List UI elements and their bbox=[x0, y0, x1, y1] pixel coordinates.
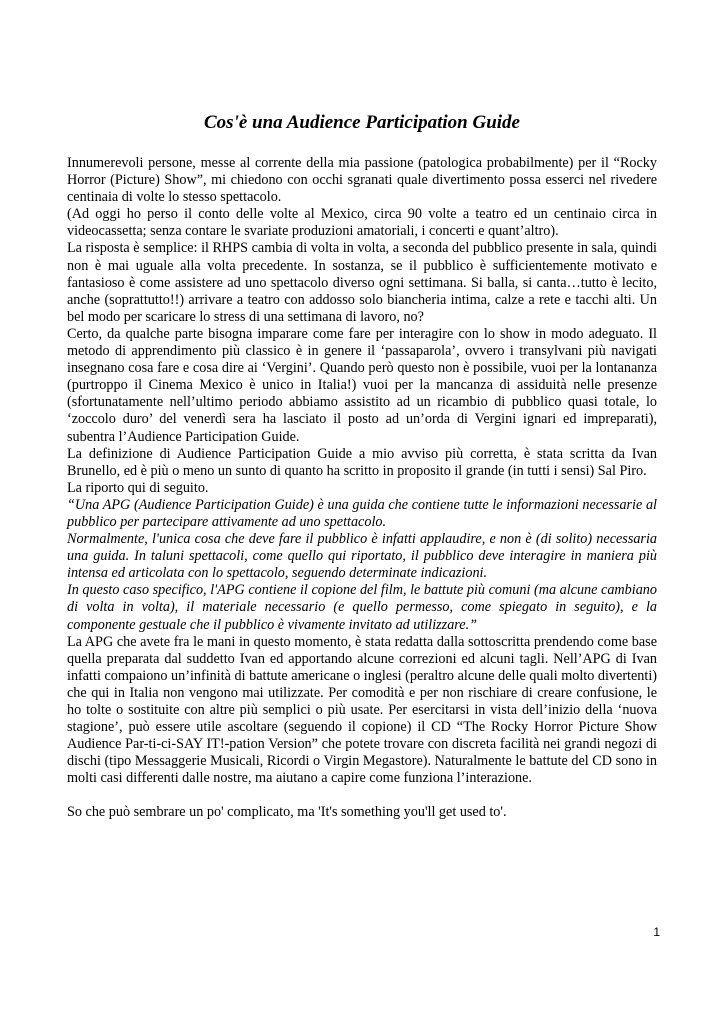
paragraph-answer: La risposta è semplice: il RHPS cambia di volta in volta, a seconda del pubblico presente in sala, quindi non è mai uguale alla volta precedente. In sostanza, se il pubblico è sufficientemente motivato e fantasioso è come assistere ad uno spettacolo diverso ogni settimana. Si balla, si canta…tutto è lecito, anche (soprattutto!!) arrivare a teatro con addosso solo biancheria intima, calze a rete e tacchi alti. Un bel modo per scaricare lo stress di una settimana di lavoro, no? bbox=[67, 240, 657, 325]
paragraph-about-apg: La APG che avete fra le mani in questo momento, è stata redatta dalla sottoscritta prendendo come base quella preparata dal suddetto Ivan ed apportando alcune correzioni ed alcuni tagli. Nell’APG di Ivan infatti compaiono un’infinità di battute americane o inglesi (peraltro alcune delle quali molto divertenti) che qui in Italia non vengono mai utilizzate. Per comodità e per non rischiare di creare confusione, le ho tolte o sostituite con altre più semplici o più usate. Per esercitarsi in vista dell’inizio della ‘nuova stagione’, può essere utile ascoltare (seguendo il copione) il CD “The Rocky Horror Picture Show Audience Par-ti-ci-SAY IT!-pation Version” che potete trovare con discreta facilità nei grandi negozi di dischi (tipo Messaggerie Musicali, Ricordi o Virgin Megastore). Naturalmente le battute del CD sono in molti casi differenti dalle nostre, ma aiutano a capire come funziona l’interazione. bbox=[67, 633, 657, 787]
document-body bbox=[67, 155, 657, 822]
paragraph-definition: La definizione di Audience Participation Guide a mio avviso più corretta, è stata scritta da Ivan Brunello, ed è più o meno un sunto di quanto ha scritto in proposito il grande (in tutti i sensi) Sal Piro. bbox=[67, 445, 657, 479]
paragraph-learning: Certo, da qualche parte bisogna imparare come fare per interagire con lo show in modo adeguato. Il metodo di apprendimento più classico è in genere il ‘passaparola’, ovvero i transylvani più navigati insegnano cosa fare e cosa dire ai ‘Vergini’. Quando però questo non è possibile, vuoi per la lontananza (purtroppo il Cinema Mexico è unico in Italia!) vuoi per la mancanza di assiduità nelle presenze (sfortunatamente nell’ultimo periodo abbiamo assistito ad un ricambio di pubblico quasi totale, lo ‘zoccolo duro’ del venerdì sera ha lasciato il posto ad un’orda di Vergini ignari ed impreparati), subentra l’Audience Participation Guide. bbox=[67, 325, 657, 445]
quote-paragraph: “Una APG (Audience Participation Guide) è una guida che contiene tutte le informazioni necessarie al pubblico per partecipare attivamente ad uno spettacolo. bbox=[67, 496, 657, 530]
quote-paragraph: In questo caso specifico, l'APG contiene il copione del film, le battute più comuni (ma alcune cambiano di volta in volta), il materiale necessario (e quello permesso, come spiegato in seguito), e la componente gestuale che il pubblico è vivamente invitato ad utilizzare.” bbox=[67, 582, 657, 633]
blank-line bbox=[67, 787, 657, 804]
paragraph-final: So che può sembrare un po' complicato, ma 'It's something you'll get used to'. bbox=[67, 804, 507, 821]
paragraph-intro: Innumerevoli persone, messe al corrente della mia passione (patologica probabilmente) per il “Rocky Horror (Picture) Show”, mi chiedono con occhi sgranati quale divertimento possa esserci nel rivedere centinaia di volte lo stesso spettacolo. bbox=[67, 155, 657, 206]
page-number: 1 bbox=[653, 925, 660, 939]
paragraph-count: (Ad oggi ho perso il conto delle volte al Mexico, circa 90 volte a teatro ed un centinaio circa in videocassetta; senza contare le svariate produzioni amatoriali, i concerti e quant’altro). bbox=[67, 206, 657, 240]
quote-paragraph: Normalmente, l'unica cosa che deve fare il pubblico è infatti applaudire, e non è (di solito) necessaria una guida. In taluni spettacoli, come quello qui riportato, il pubblico deve interagire in maniera più intensa ed articolata con lo spettacolo, seguendo determinate indicazioni. bbox=[67, 531, 657, 582]
paragraph-quote-intro: La riporto qui di seguito. bbox=[67, 479, 209, 496]
page-title: Cos'è una Audience Participation Guide bbox=[204, 112, 520, 133]
